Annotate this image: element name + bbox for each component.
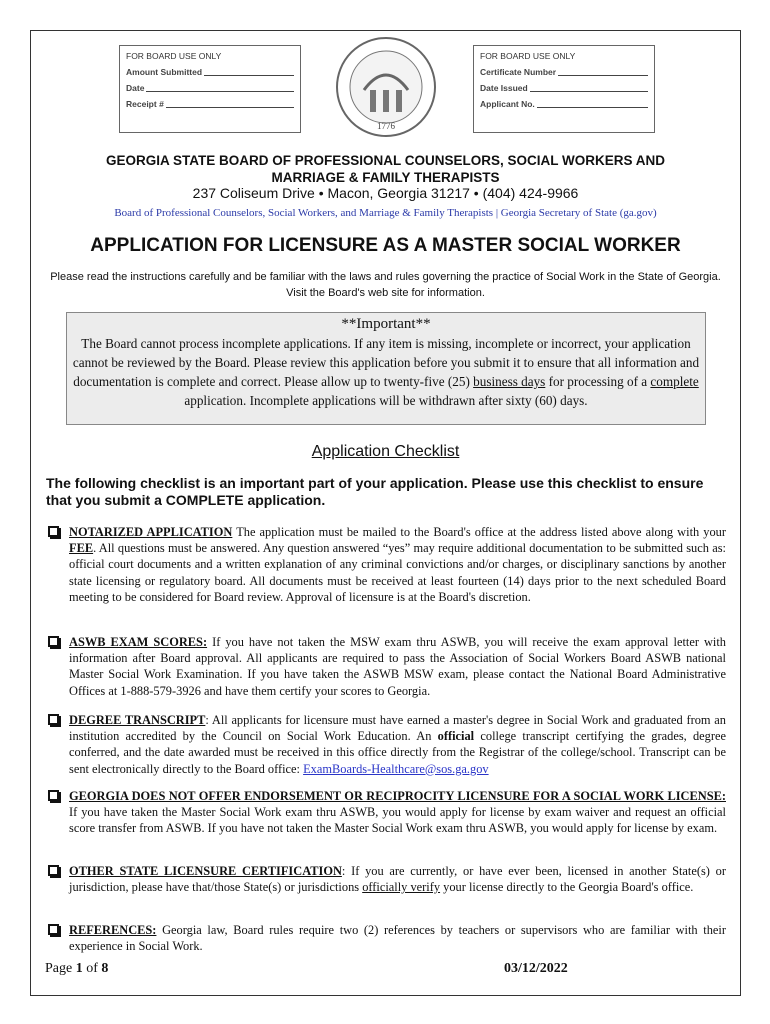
important-heading: **Important**	[341, 316, 431, 332]
document-page	[30, 30, 741, 996]
field-label: Receipt #	[126, 99, 164, 109]
board-address: 237 Coliseum Drive • Macon, Georgia 31217 • (404) 424-9966	[192, 185, 579, 201]
email-link[interactable]: ExamBoards-Healthcare@sos.ga.gov	[303, 761, 489, 776]
field-label: Date Issued	[480, 83, 528, 93]
checklist-item-other-state: OTHER STATE LICENSURE CERTIFICATION: If you are currently, or have ever been, licensed in another State(s) or jurisdiction, please have that/those State(s) or jurisdictions officially verify your license directly to the Georgia Board's office.	[45, 863, 726, 895]
page-title: APPLICATION FOR LICENSURE AS A MASTER SOCIAL WORKER	[90, 235, 681, 256]
board-use-box-right	[473, 45, 655, 133]
checkbox-icon[interactable]	[48, 526, 59, 537]
box-title: FOR BOARD USE ONLY	[126, 51, 222, 61]
field-label: Date	[126, 83, 145, 93]
checkbox-icon[interactable]	[48, 714, 59, 725]
important-notice: **Important** The Board cannot process incomplete applications. If any item is missing, incomplete or incorrect, your application cannot be reviewed by the Board. Please review this application before you submit it to ensure that all information and documentation is complete and correct. Please allow up to twenty-five (25) business days for processing of a complete application. Incomplete applications will be withdrawn after sixty (60) days.	[66, 312, 706, 425]
checkbox-icon[interactable]	[48, 924, 59, 935]
revision-date: 03/12/2022	[504, 961, 568, 976]
field-label: Applicant No.	[480, 99, 535, 109]
checklist-heading: Application Checklist	[311, 443, 460, 460]
checkbox-icon[interactable]	[48, 790, 59, 801]
checklist-lead: The following checklist is an important part of your application. Please use this checklist to ensure that you submit a COMPLETE application.	[46, 475, 704, 508]
board-use-box-left	[119, 45, 301, 133]
field-label: Certificate Number	[480, 67, 557, 77]
checklist-item-notarized: NOTARIZED APPLICATION The application must be mailed to the Board's office at the address listed above along with your FEE. All questions must be answered. Any question answered “yes” may require additional documentation to be submitted such as: official court documents and a written explanation of any criminal convictions and/or charges, or disciplinary sanctions by another state licensing or regulatory board. All documents must be received at least fourteen (14) days prior to the next scheduled Board meeting to be considered for Board review. Approval of licensure is at the Board's discretion.	[45, 524, 726, 605]
georgia-state-seal	[334, 35, 438, 139]
checklist-item-degree-transcript: DEGREE TRANSCRIPT: All applicants for licensure must have earned a master's degree in Social Work and graduated from an institution accredited by the Council on Social Work Education. An official college transcript certifying the grades, degree conferred, and the date awarded must be received in this office directly from the Registrar of the college/school. Transcript can be sent electronically directly to the Board office: ExamBoards-Healthcare@sos.ga.gov	[45, 712, 726, 777]
board-name: GEORGIA STATE BOARD OF PROFESSIONAL COUNSELORS, SOCIAL WORKERS AND MARRIAGE & FAMILY THERAPISTS	[105, 153, 666, 185]
checklist-item-reciprocity: GEORGIA DOES NOT OFFER ENDORSEMENT OR RECIPROCITY LICENSURE FOR A SOCIAL WORK LICENSE: If you have taken the Master Social Work exam thru ASWB, you would apply for license by exam waiver and request an official score transfer from ASWB. If you have not taken the Master Social Work exam thru ASWB, you would apply for license by exam.	[45, 788, 726, 837]
intro-text: Please read the instructions carefully and be familiar with the laws and rules governing the practice of Social Work in the State of Georgia. Visit the Board's web site for information.	[50, 271, 721, 299]
checkbox-icon[interactable]	[48, 636, 59, 647]
board-website-link[interactable]: Board of Professional Counselors, Social Workers, and Marriage & Family Therapists | Georgia Secretary of State (ga.gov)	[114, 207, 657, 219]
box-title: FOR BOARD USE ONLY	[480, 51, 576, 61]
checklist-item-aswb-scores: ASWB EXAM SCORES: If you have not taken the MSW exam thru ASWB, you will receive the exam approval letter with information after Board approval. All applicants are required to pass the Association of Social Workers Board ASWB national Master Social Work Examination. If you have taken the ASWB MSW exam, please contact the National Board Administrative Offices at 1-888-579-3926 and have them certify your scores to Georgia.	[45, 634, 726, 699]
page-number: Page 1 of 8	[45, 961, 109, 976]
checkbox-icon[interactable]	[48, 865, 59, 876]
checklist-item-references: REFERENCES: Georgia law, Board rules require two (2) references by teachers or supervisors who are familiar with their experience in Social Work.	[45, 922, 726, 954]
field-label: Amount Submitted	[126, 67, 203, 77]
svg-text:1776: 1776	[377, 121, 395, 131]
